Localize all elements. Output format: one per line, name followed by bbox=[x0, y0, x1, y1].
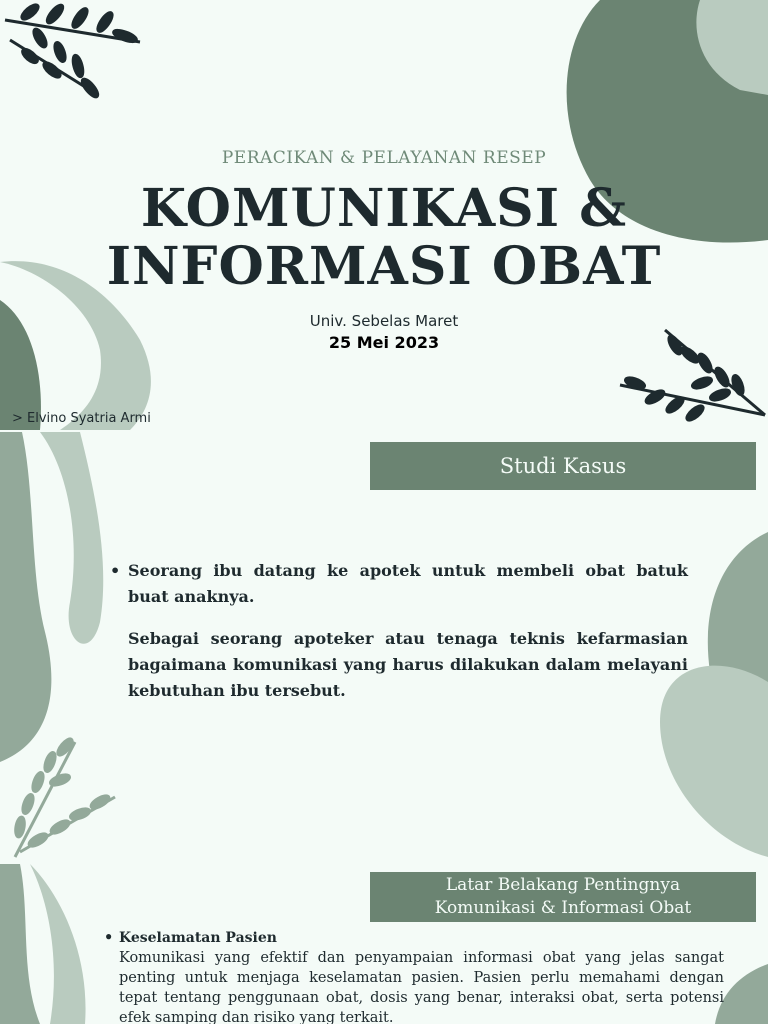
leaf-branch-icon bbox=[0, 0, 150, 110]
section-banner: Studi Kasus bbox=[370, 442, 756, 490]
case-study-slide bbox=[0, 432, 768, 862]
background-slide bbox=[0, 864, 768, 1024]
list-item: Seorang ibu datang ke apotek untuk membeli obat batuk buat anaknya. bbox=[128, 561, 688, 606]
list-item-heading: Keselamatan Pasien bbox=[119, 930, 277, 946]
leaf-branch-icon bbox=[0, 732, 120, 862]
section-banner bbox=[370, 872, 756, 922]
title-line-2: INFORMASI OBAT bbox=[106, 236, 662, 297]
case-study-list bbox=[110, 558, 688, 704]
banner-line-1: Latar Belakang Pentingnya bbox=[445, 875, 681, 895]
banner-line-2: Komunikasi & Informasi Obat bbox=[434, 898, 692, 918]
list-item-question: Sebagai seorang apoteker atau tenaga teknis kefarmasian bagaimana komunikasi yang harus dilakukan dalam melayani kebutuhan ibu tersebut. bbox=[128, 629, 688, 700]
author-name: > Elvino Syatria Armi bbox=[12, 411, 151, 426]
list-item-body: Komunikasi yang efektif dan penyampaian informasi obat yang jelas sangat penting untuk menjaga keselamatan pasien. Pasien perlu memahami dengan tepat tentang penggunaan obat, dosis yang benar, interaksi obat, serta potensi efek samping dan risiko yang terkait. bbox=[119, 950, 724, 1024]
title-slide bbox=[0, 0, 768, 430]
bullet-dot: • bbox=[110, 561, 121, 580]
course-subtitle: PERACIKAN & PELAYANAN RESEP bbox=[221, 148, 547, 168]
presentation-date: 25 Mei 2023 bbox=[328, 333, 440, 352]
title-line-1: KOMUNIKASI & bbox=[140, 178, 628, 239]
bullet-dot: • bbox=[104, 929, 114, 946]
university-name: Univ. Sebelas Maret bbox=[309, 312, 459, 330]
page-title bbox=[0, 180, 768, 296]
reason-list bbox=[104, 928, 724, 1024]
